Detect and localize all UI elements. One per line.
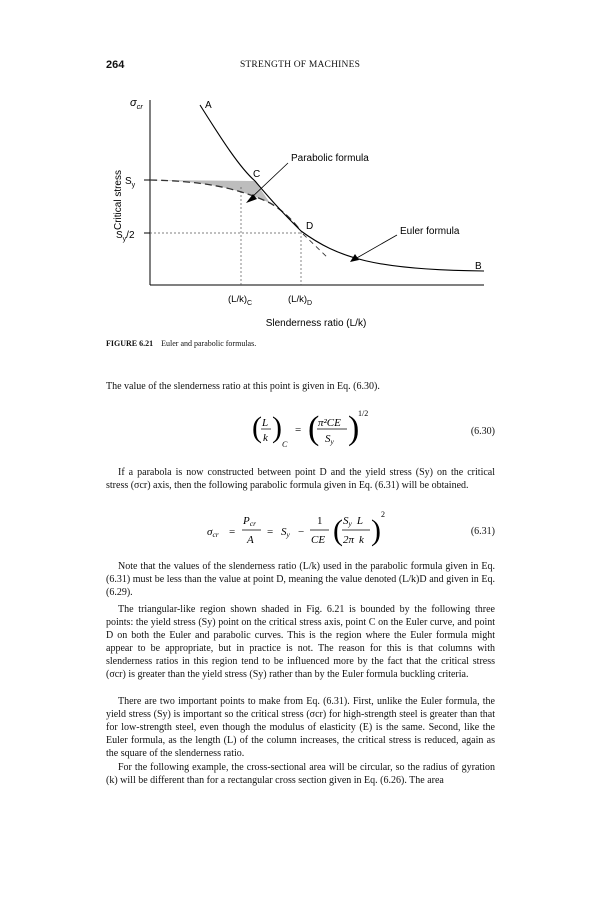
- euler-leader: [355, 235, 397, 259]
- figure-euler-parabolic: [0, 0, 600, 340]
- eq630-sub: C: [282, 440, 288, 449]
- svg-text:): ): [272, 411, 282, 444]
- svg-text:(: (: [333, 514, 343, 547]
- eq630-exp: 1/2: [358, 409, 369, 418]
- sy2-label: $S_y/2$: [116, 230, 135, 243]
- paragraph-2: If a parabola is now constructed between point D and the yield stress (Sy) on the critical stress (σcr) axis, then the following parabolic formula given in Eq. (6.31) will be obtained.: [106, 467, 495, 491]
- eq630-k: k: [263, 432, 268, 444]
- eq630-den: Sy: [325, 433, 334, 446]
- tick-lk-c: $(L/k)_C$: [228, 294, 253, 307]
- sy-label: $S_y$: [125, 176, 136, 189]
- paragraph-1: The value of the slenderness ratio at this point is given in Eq. (6.30).: [106, 381, 380, 392]
- running-title: STRENGTH OF MACHINES: [239, 60, 361, 70]
- equation-6-31: [205, 505, 415, 557]
- sigma-cr-label: $\sigma_{cr}$: [130, 97, 143, 111]
- eq631-SyL: Sy L: [343, 515, 363, 528]
- parabolic-formula-label: Parabolic formula: [291, 153, 369, 164]
- eq631-exp: 2: [381, 510, 385, 519]
- y-axis-title: Critical stress: [113, 169, 124, 231]
- page-number: 264: [106, 59, 125, 71]
- paragraph-5: There are two important points to make from Eq. (6.31). First, unlike the Euler formula, the yield stress (Sy) is important so the critical stress (σcr) for high-strength steel is greater than that for low-strength steel, even though the modulus of elasticity (E) is the same. Second, like the Euler formula, as the length (L) of the column increases, the critical stress is reduced, again as the square of the slenderness ratio.: [106, 696, 495, 759]
- eq-6-30-number: (6.30): [470, 426, 495, 437]
- eq630-L: L: [262, 417, 269, 429]
- point-c: C: [253, 169, 261, 180]
- svg-text:=: =: [229, 526, 236, 538]
- eq631-one: 1: [317, 515, 323, 527]
- paragraph-4: The triangular-like region shown shaded in Fig. 6.21 is bounded by the following three points: the yield stress (Sy) point on the critical stress axis, point C on the Euler curve, and point D on both the Euler and parabolic curves. This is the region where the Euler formula might appear to be appropriate, but in practice is not. The reason for this is that columns with slenderness ratios in this region tend to be influenced more by the fact that the critical stress (σcr) is greater than the yield stress (Sy) rather than by the Euler formula buckling criteria.: [106, 604, 495, 680]
- svg-text:(: (: [252, 411, 262, 444]
- svg-text:=: =: [295, 424, 302, 436]
- eq631-A: A: [247, 534, 254, 546]
- euler-formula-label: Euler formula: [400, 226, 460, 237]
- svg-text:): ): [371, 514, 381, 547]
- eq630-num: π²CE: [318, 417, 341, 429]
- svg-text:(: (: [308, 410, 320, 447]
- x-axis-title: Slenderness ratio (L/k): [265, 318, 367, 329]
- svg-text:): ): [348, 410, 360, 447]
- tick-lk-d: $(L/k)_D$: [288, 294, 313, 307]
- svg-text:−: −: [298, 526, 305, 538]
- svg-text:=: =: [267, 526, 274, 538]
- eq-6-31-number: (6.31): [470, 526, 495, 537]
- point-a: A: [205, 100, 212, 111]
- eq631-lhs: σcr: [207, 526, 219, 539]
- eq631-Sy: Sy: [281, 526, 290, 539]
- point-b: B: [475, 261, 482, 272]
- eq631-P: Pcr: [243, 515, 256, 528]
- paragraph-3: Note that the values of the slenderness ratio (L/k) used in the parabolic formula given in Eq. (6.31) must be less than the value at point D, meaning the value denoted (L/k)D and given in Eq. (6.29).: [106, 561, 495, 598]
- eq631-2pik: 2π k: [343, 534, 364, 546]
- euler-arrowhead: [350, 254, 359, 262]
- figure-caption: FIGURE 6.21 Euler and parabolic formulas.: [106, 339, 257, 348]
- paragraph-6: For the following example, the cross-sectional area will be circular, so the radius of gyration (k) will be different than for a rectangular cross section given in Eq. (6.26). The area: [106, 762, 495, 786]
- equation-6-30: [250, 405, 400, 457]
- eq631-CE: CE: [311, 534, 326, 546]
- point-d: D: [306, 221, 314, 232]
